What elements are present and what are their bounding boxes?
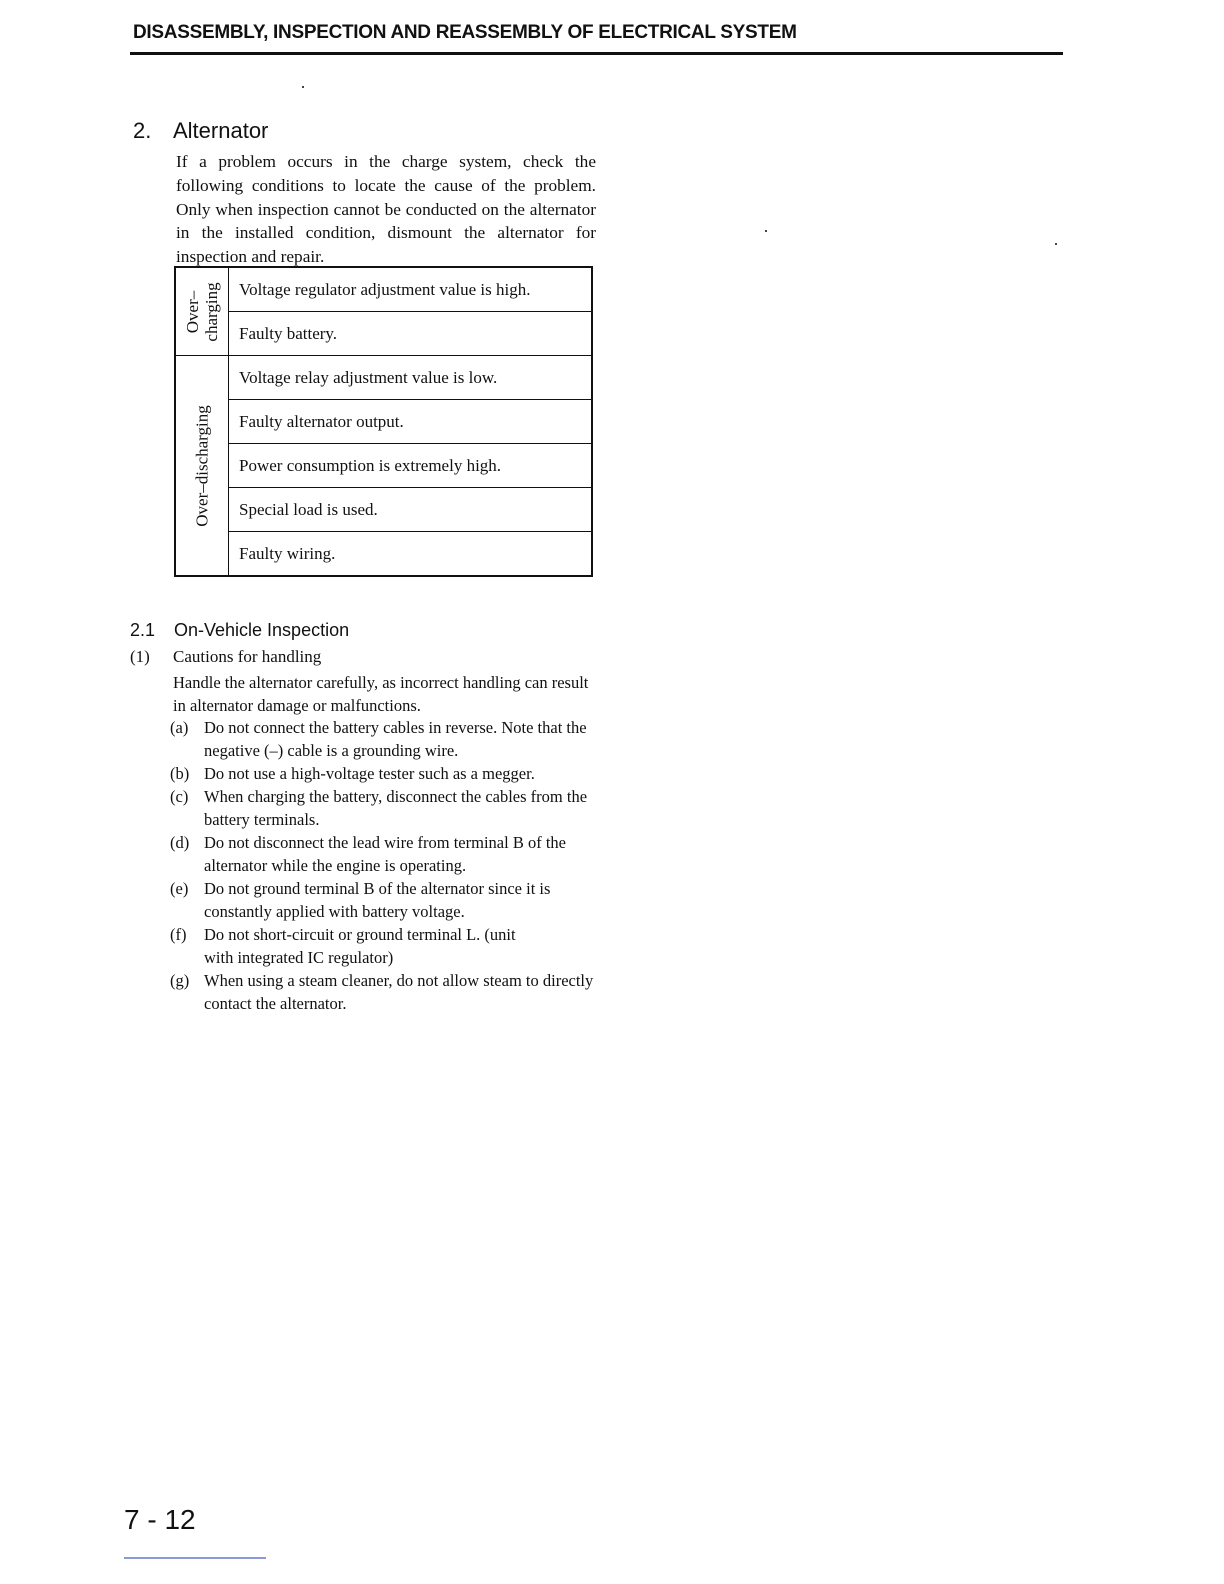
list-marker: (f) bbox=[170, 925, 187, 944]
table-row bbox=[175, 400, 592, 444]
list-item bbox=[170, 716, 600, 762]
group-overcharging bbox=[175, 267, 229, 356]
table-row bbox=[175, 356, 592, 400]
list-marker: (b) bbox=[170, 764, 190, 783]
cautions-intro: Handle the alternator carefully, as incorrect handling can result in alternator damage or malfunctions. bbox=[173, 673, 589, 715]
group-overdischarging bbox=[175, 356, 229, 577]
condition-cell: Voltage regulator adjustment value is high. bbox=[229, 267, 593, 312]
list-marker: (c) bbox=[170, 787, 189, 806]
list-item bbox=[170, 785, 600, 831]
list-marker: (e) bbox=[170, 879, 189, 898]
list-text: Do not connect the battery cables in reverse. Note that the negative (–) cable is a grounding wire. bbox=[204, 718, 587, 760]
list-item bbox=[170, 877, 600, 923]
item-title: Cautions for handling bbox=[173, 647, 322, 666]
condition-cell: Power consumption is extremely high. bbox=[229, 444, 593, 488]
list-marker: (a) bbox=[170, 718, 189, 737]
header-rule bbox=[130, 52, 1063, 55]
section-heading bbox=[133, 118, 268, 144]
table-row bbox=[175, 532, 592, 577]
condition-cell: Faulty wiring. bbox=[229, 532, 593, 577]
group-label: charging bbox=[202, 281, 221, 342]
conditions-table bbox=[174, 266, 593, 577]
list-text: When charging the battery, disconnect the cables from the battery terminals. bbox=[204, 787, 588, 829]
item-heading bbox=[130, 647, 321, 667]
subsection-title: On-Vehicle Inspection bbox=[174, 620, 350, 640]
condition-cell: Voltage relay adjustment value is low. bbox=[229, 356, 593, 400]
list-text: Do not disconnect the lead wire from terminal B of the alternator while the engine is operating. bbox=[204, 833, 566, 875]
list-item bbox=[170, 762, 600, 785]
list-marker: (d) bbox=[170, 833, 190, 852]
list-marker: (g) bbox=[170, 971, 190, 990]
list-item bbox=[170, 923, 600, 969]
scan-speck bbox=[1055, 243, 1057, 245]
footer-line bbox=[124, 1557, 266, 1559]
page-number: 7 - 12 bbox=[124, 1504, 196, 1535]
subsection-number: 2.1 bbox=[130, 620, 156, 640]
list-text: When using a steam cleaner, do not allow steam to directly contact the alternator. bbox=[204, 971, 594, 1013]
section-title: Alternator bbox=[173, 118, 269, 143]
group-label: Over– bbox=[183, 290, 202, 333]
condition-cell: Faulty alternator output. bbox=[229, 400, 593, 444]
table-row bbox=[175, 488, 592, 532]
table-row bbox=[175, 267, 592, 312]
list-text: Do not ground terminal B of the alternator since it is constantly applied with battery voltage. bbox=[204, 879, 551, 921]
list-text: Do not use a high-voltage tester such as a megger. bbox=[204, 764, 535, 783]
group-label: Over–discharging bbox=[192, 404, 212, 527]
subsection-heading bbox=[130, 620, 349, 641]
scan-speck bbox=[765, 230, 767, 232]
condition-cell: Special load is used. bbox=[229, 488, 593, 532]
scan-speck bbox=[302, 86, 304, 88]
intro-paragraph: If a problem occurs in the charge system, check the following conditions to locate the cause of the problem. Only when inspection cannot be conducted on the alternator in the installed condition, dismount the alternator for inspection and repair. bbox=[176, 152, 596, 267]
condition-cell: Faulty battery. bbox=[229, 312, 593, 356]
list-item bbox=[170, 969, 600, 1015]
list-item bbox=[170, 831, 600, 877]
section-intro bbox=[176, 150, 596, 269]
table-row bbox=[175, 444, 592, 488]
list-text: Do not short-circuit or ground terminal L. (unit with integrated IC regulator) bbox=[204, 925, 516, 967]
cautions-list bbox=[170, 716, 600, 1015]
item-number: (1) bbox=[130, 647, 150, 666]
table-row bbox=[175, 312, 592, 356]
section-number: 2. bbox=[133, 118, 152, 143]
page-header: DISASSEMBLY, INSPECTION AND REASSEMBLY OF ELECTRICAL SYSTEM bbox=[133, 22, 797, 43]
